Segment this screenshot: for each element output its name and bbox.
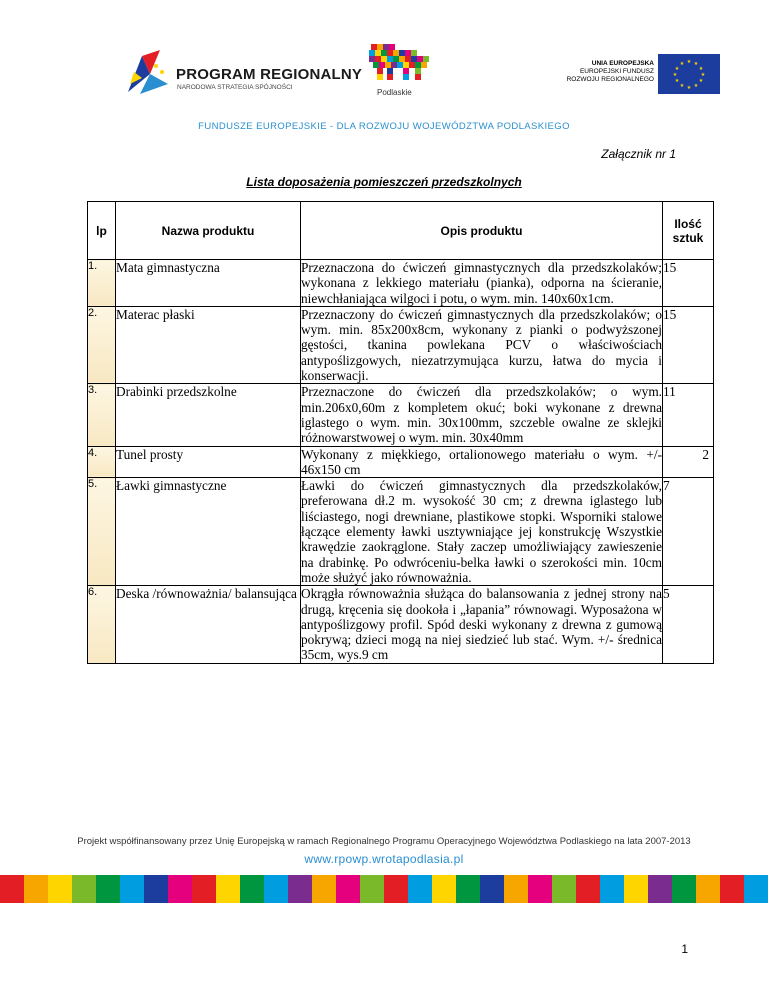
stripe-square: [744, 875, 768, 903]
table-row: [88, 478, 714, 586]
table-row: [88, 446, 714, 478]
eu-line-2: EUROPEJSKI FUNDUSZ: [579, 68, 654, 75]
attachment-label: Załącznik nr 1: [601, 147, 676, 161]
document-title: Lista doposażenia pomieszczeń przedszkolnych: [246, 175, 522, 189]
row-lp: 5.: [88, 478, 116, 586]
row-name: Tunel prosty: [116, 446, 301, 478]
stripe-square: [600, 875, 624, 903]
row-name: Ławki gimnastyczne: [116, 478, 301, 586]
svg-text:★: ★: [674, 66, 680, 72]
svg-text:★: ★: [672, 72, 678, 78]
stripe-square: [96, 875, 120, 903]
row-qty: 2: [663, 446, 714, 478]
stripe-square: [264, 875, 288, 903]
eu-logo: [560, 54, 720, 94]
row-qty: 5: [663, 586, 714, 663]
program-title: PROGRAM REGIONALNY: [176, 66, 363, 83]
product-table: [87, 201, 714, 664]
stripe-square: [648, 875, 672, 903]
header-name: Nazwa produktu: [116, 202, 301, 260]
stripe-square: [696, 875, 720, 903]
svg-text:★: ★: [698, 78, 704, 84]
row-qty: 15: [663, 306, 714, 383]
row-name: Drabinki przedszkolne: [116, 384, 301, 446]
table-row: [88, 586, 714, 663]
row-lp: 2.: [88, 306, 116, 383]
eu-text: [567, 60, 654, 84]
table-row: [88, 260, 714, 307]
svg-text:★: ★: [698, 66, 704, 72]
table-row: [88, 306, 714, 383]
program-regionalny-logo: [120, 44, 363, 100]
table-header-row: [88, 202, 714, 260]
stripe-square: [720, 875, 744, 903]
stripe-square: [144, 875, 168, 903]
region-name: Podlaskie: [377, 88, 412, 97]
header-description: Opis produktu: [301, 202, 663, 260]
podlaskie-logo: [355, 38, 445, 104]
stripe-square: [192, 875, 216, 903]
row-lp: 4.: [88, 446, 116, 478]
color-stripe: [0, 875, 768, 903]
header-lp: lp: [88, 202, 116, 260]
row-description: Wykonany z miękkiego, ortalionowego materiału o wym. +/- 46x150 cm: [301, 446, 662, 477]
stripe-square: [240, 875, 264, 903]
stripe-square: [24, 875, 48, 903]
row-description: Ławki do ćwiczeń gimnastycznych dla przedszkolaków, preferowana dł.2 m. wysokość 30 cm; z drewna iglastego lub liściastego, nogi drewniane, plastikowe stopki. Wsporniki stalowe łączące elementy ławki usztywniające jej konstrukcję Wszystkie krawędzie zaokrąglone. Stały zaczep umożliwiający zawieszenie na drabinkę. Po odwróceniu-belka ławki o szerokości min. 10cm może służyć jako równoważnia.: [301, 478, 662, 585]
stripe-square: [216, 875, 240, 903]
stripe-square: [48, 875, 72, 903]
stripe-square: [528, 875, 552, 903]
stripe-square: [72, 875, 96, 903]
stripe-square: [384, 875, 408, 903]
stripe-square: [432, 875, 456, 903]
header-qty: Ilość sztuk: [663, 202, 714, 260]
eu-flag-icon: [658, 54, 720, 94]
stripe-square: [552, 875, 576, 903]
row-description: Okrągła równoważnia służąca do balansowania z jednej strony na drugą, kręcenia się dookoła i „łapania” równowagi. Wyposażona w antypoślizgowy profil. Spód deski wykonany z drewna z gumową pokrywą; dzieci mogą na niej siedzieć lub stać. Wym. +/- średnica 35cm, wys.9 cm: [301, 586, 662, 663]
svg-text:★: ★: [679, 61, 685, 67]
stripe-square: [336, 875, 360, 903]
stripe-square: [288, 875, 312, 903]
stripe-square: [576, 875, 600, 903]
program-subtitle: NARODOWA STRATEGIA SPÓJNOŚCI: [177, 84, 293, 91]
header-logos: [0, 38, 768, 108]
row-qty: 11: [663, 384, 714, 446]
svg-text:★: ★: [700, 72, 706, 78]
funds-tagline: FUNDUSZE EUROPEJSKIE - DLA ROZWOJU WOJEWÓDZTWA PODLASKIEGO: [198, 121, 570, 132]
stripe-square: [456, 875, 480, 903]
stripe-square: [168, 875, 192, 903]
row-description: Przeznaczone do ćwiczeń dla przedszkolaków; o wym. min.206x0,60m z kompletem okuć; boki wykonane z drewna iglastego o wym. min. 30x100mm, szczeble owalne ze sklejki różnowarstwowej o wym. min. 30x40mm: [301, 384, 662, 446]
svg-text:★: ★: [679, 83, 685, 89]
stripe-square: [312, 875, 336, 903]
project-cofinancing-note: Projekt współfinansowany przez Unię Europejską w ramach Regionalnego Programu Operacyjnego Województwa Podlaskiego na lata 2007-2013: [77, 836, 691, 847]
row-name: Mata gimnastyczna: [116, 260, 301, 307]
svg-text:★: ★: [693, 83, 699, 89]
bison-mosaic-icon: [367, 42, 429, 82]
row-lp: 3.: [88, 384, 116, 446]
program-regionalny-mark-icon: [120, 44, 176, 100]
website-link[interactable]: www.rpowp.wrotapodlasia.pl: [304, 852, 464, 866]
row-description: Przeznaczona do ćwiczeń gimnastycznych dla przedszkolaków; wykonana z lekkiego materiału (pianka), odporna na ścieranie, niewchłaniająca wilgoci i potu, o wym. min. 140x60x1cm.: [301, 260, 662, 306]
row-lp: 6.: [88, 586, 116, 663]
stripe-square: [480, 875, 504, 903]
stripe-square: [360, 875, 384, 903]
svg-text:★: ★: [674, 78, 680, 84]
row-name: Materac płaski: [116, 306, 301, 383]
svg-text:★: ★: [693, 61, 699, 67]
eu-line-3: ROZWOJU REGIONALNEGO: [566, 76, 654, 83]
page-number: 1: [681, 942, 688, 956]
row-lp: 1.: [88, 260, 116, 307]
stripe-square: [408, 875, 432, 903]
stripe-square: [120, 875, 144, 903]
row-qty: 15: [663, 260, 714, 307]
row-name: Deska /równoważnia/ balansująca: [116, 586, 301, 663]
table-row: [88, 384, 714, 446]
stripe-square: [0, 875, 24, 903]
row-qty: 7: [663, 478, 714, 586]
stripe-square: [672, 875, 696, 903]
stripe-square: [504, 875, 528, 903]
row-description: Przeznaczony do ćwiczeń gimnastycznych dla przedszkolaków; o wym. min. 85x200x8cm, wykonany z pianki o podwyższonej gęstości, tkanina powlekana PCV o właściwościach antypoślizgowych, niezatrzymująca kurzu, łatwa do mycia i konserwacji.: [301, 306, 662, 384]
stripe-square: [624, 875, 648, 903]
eu-line-1: UNIA EUROPEJSKA: [591, 60, 654, 67]
svg-text:★: ★: [686, 85, 692, 91]
svg-text:★: ★: [686, 59, 692, 65]
